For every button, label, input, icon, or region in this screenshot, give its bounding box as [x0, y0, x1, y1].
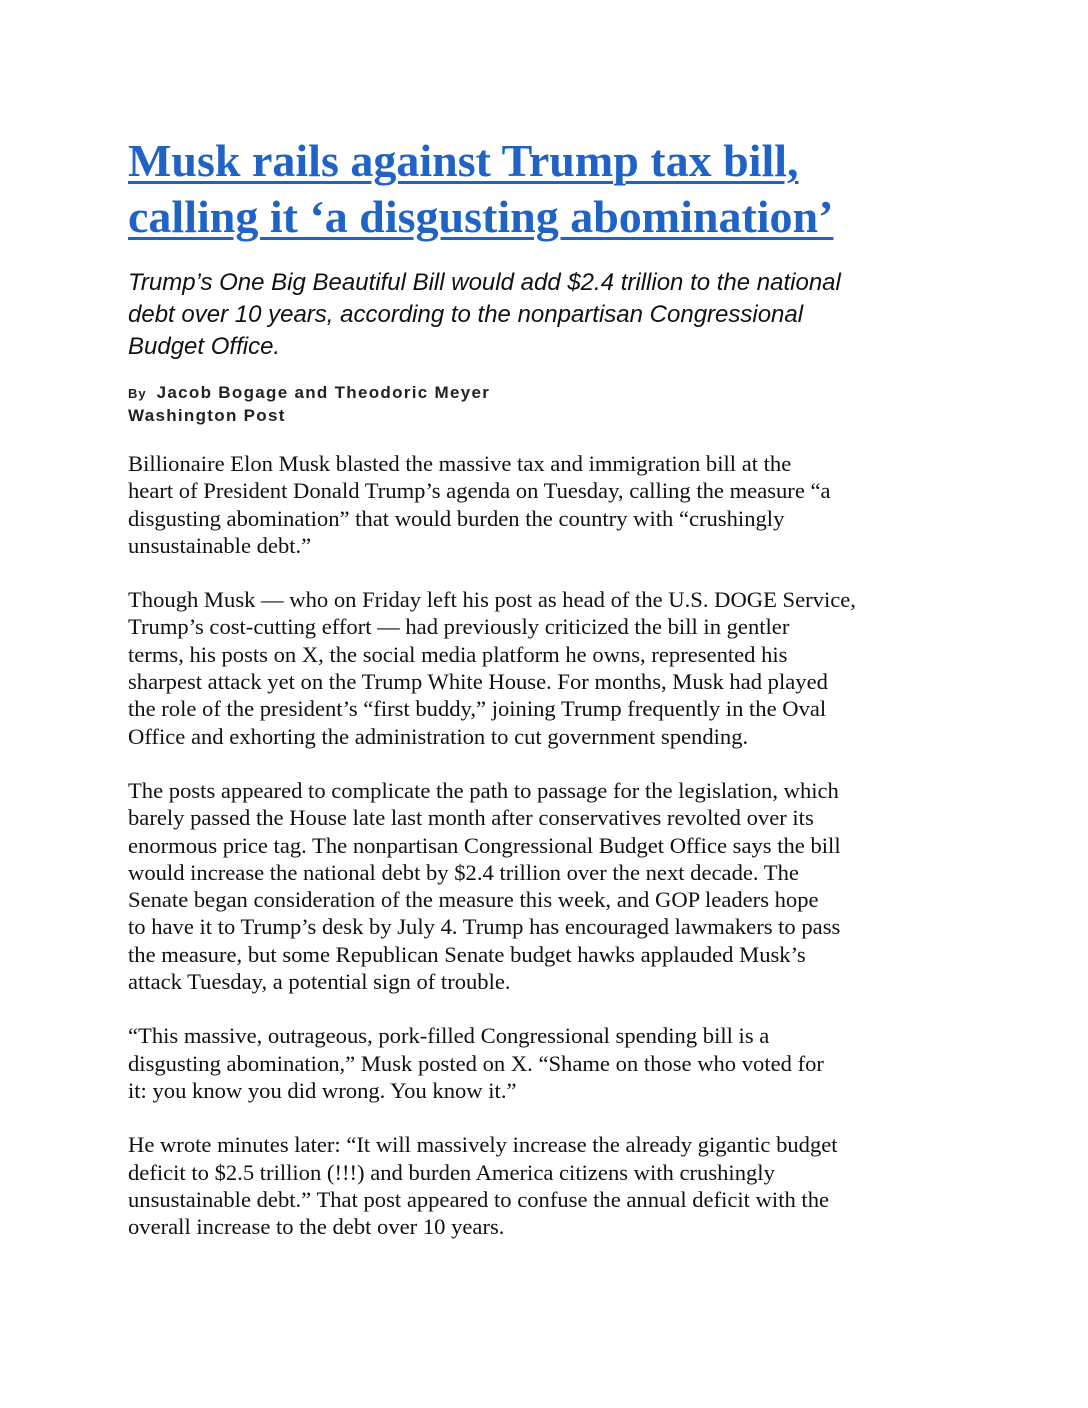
article-page	[128, 0, 968, 1408]
body-paragraph	[128, 450, 968, 559]
byline-prefix: By	[128, 386, 147, 401]
paragraph-line: terms, his posts on X, the social media platform he owns, represented his	[128, 641, 788, 667]
paragraph-line: He wrote minutes later: “It will massively increase the already gigantic budget	[128, 1132, 838, 1158]
article-subheadline	[128, 267, 968, 363]
paragraph-line: barely passed the House late last month after conservatives revolted over its	[128, 805, 814, 831]
body-paragraph	[128, 1131, 968, 1240]
paragraph-line: disgusting abomination” that would burden the country with “crushingly	[128, 505, 785, 531]
paragraph-line: Senate began consideration of the measure this week, and GOP leaders hope	[128, 887, 819, 913]
body-paragraph	[128, 1022, 968, 1104]
paragraph-line: “This massive, outrageous, pork-filled Congressional spending bill is a	[128, 1023, 770, 1049]
paragraph-line: heart of President Donald Trump’s agenda on Tuesday, calling the measure “a	[128, 478, 831, 504]
paragraph-line: Office and exhorting the administration to cut government spending.	[128, 723, 749, 749]
byline-authors-row	[128, 382, 968, 405]
paragraph-line: The posts appeared to complicate the path to passage for the legislation, which	[128, 777, 839, 803]
headline-line: Musk rails against Trump tax bill,	[128, 135, 799, 186]
paragraph-line: to have it to Trump’s desk by July 4. Trump has encouraged lawmakers to pass	[128, 914, 841, 940]
paragraph-line: unsustainable debt.” That post appeared to confuse the annual deficit with the	[128, 1186, 830, 1212]
paragraph-line: would increase the national debt by $2.4 trillion over the next decade. The	[128, 859, 799, 885]
dek-line: Budget Office.	[128, 333, 281, 360]
paragraph-line: overall increase to the debt over 10 years.	[128, 1214, 505, 1240]
body-paragraph	[128, 777, 968, 995]
article-headline	[128, 133, 968, 245]
paragraph-line: enormous price tag. The nonpartisan Congressional Budget Office says the bill	[128, 832, 841, 858]
paragraph-line: the role of the president’s “first buddy,” joining Trump frequently in the Oval	[128, 696, 827, 722]
paragraph-line: attack Tuesday, a potential sign of trouble.	[128, 969, 511, 995]
dek-line: Trump’s One Big Beautiful Bill would add $2.4 trillion to the national	[128, 269, 841, 296]
paragraph-line: unsustainable debt.”	[128, 532, 312, 558]
paragraph-line: the measure, but some Republican Senate budget hawks applauded Musk’s	[128, 941, 806, 967]
paragraph-line: it: you know you did wrong. You know it.”	[128, 1077, 517, 1103]
article-byline	[128, 382, 968, 427]
paragraph-line: Though Musk — who on Friday left his post as head of the U.S. DOGE Service,	[128, 587, 856, 613]
article-body	[128, 450, 968, 1267]
paragraph-line: deficit to $2.5 trillion (!!!) and burden America citizens with crushingly	[128, 1159, 775, 1185]
byline-publication: Washington Post	[128, 406, 286, 425]
dek-line: debt over 10 years, according to the nonpartisan Congressional	[128, 301, 804, 328]
paragraph-line: disgusting abomination,” Musk posted on X. “Shame on those who voted for	[128, 1050, 824, 1076]
paragraph-line: sharpest attack yet on the Trump White House. For months, Musk had played	[128, 669, 828, 695]
headline-link[interactable]	[128, 133, 968, 245]
body-paragraph	[128, 586, 968, 750]
byline-authors: Jacob Bogage and Theodoric Meyer	[156, 383, 491, 402]
paragraph-line: Trump’s cost-cutting effort — had previously criticized the bill in gentler	[128, 614, 790, 640]
paragraph-line: Billionaire Elon Musk blasted the massive tax and immigration bill at the	[128, 451, 792, 476]
headline-line: calling it ‘a disgusting abomination’	[128, 191, 834, 242]
